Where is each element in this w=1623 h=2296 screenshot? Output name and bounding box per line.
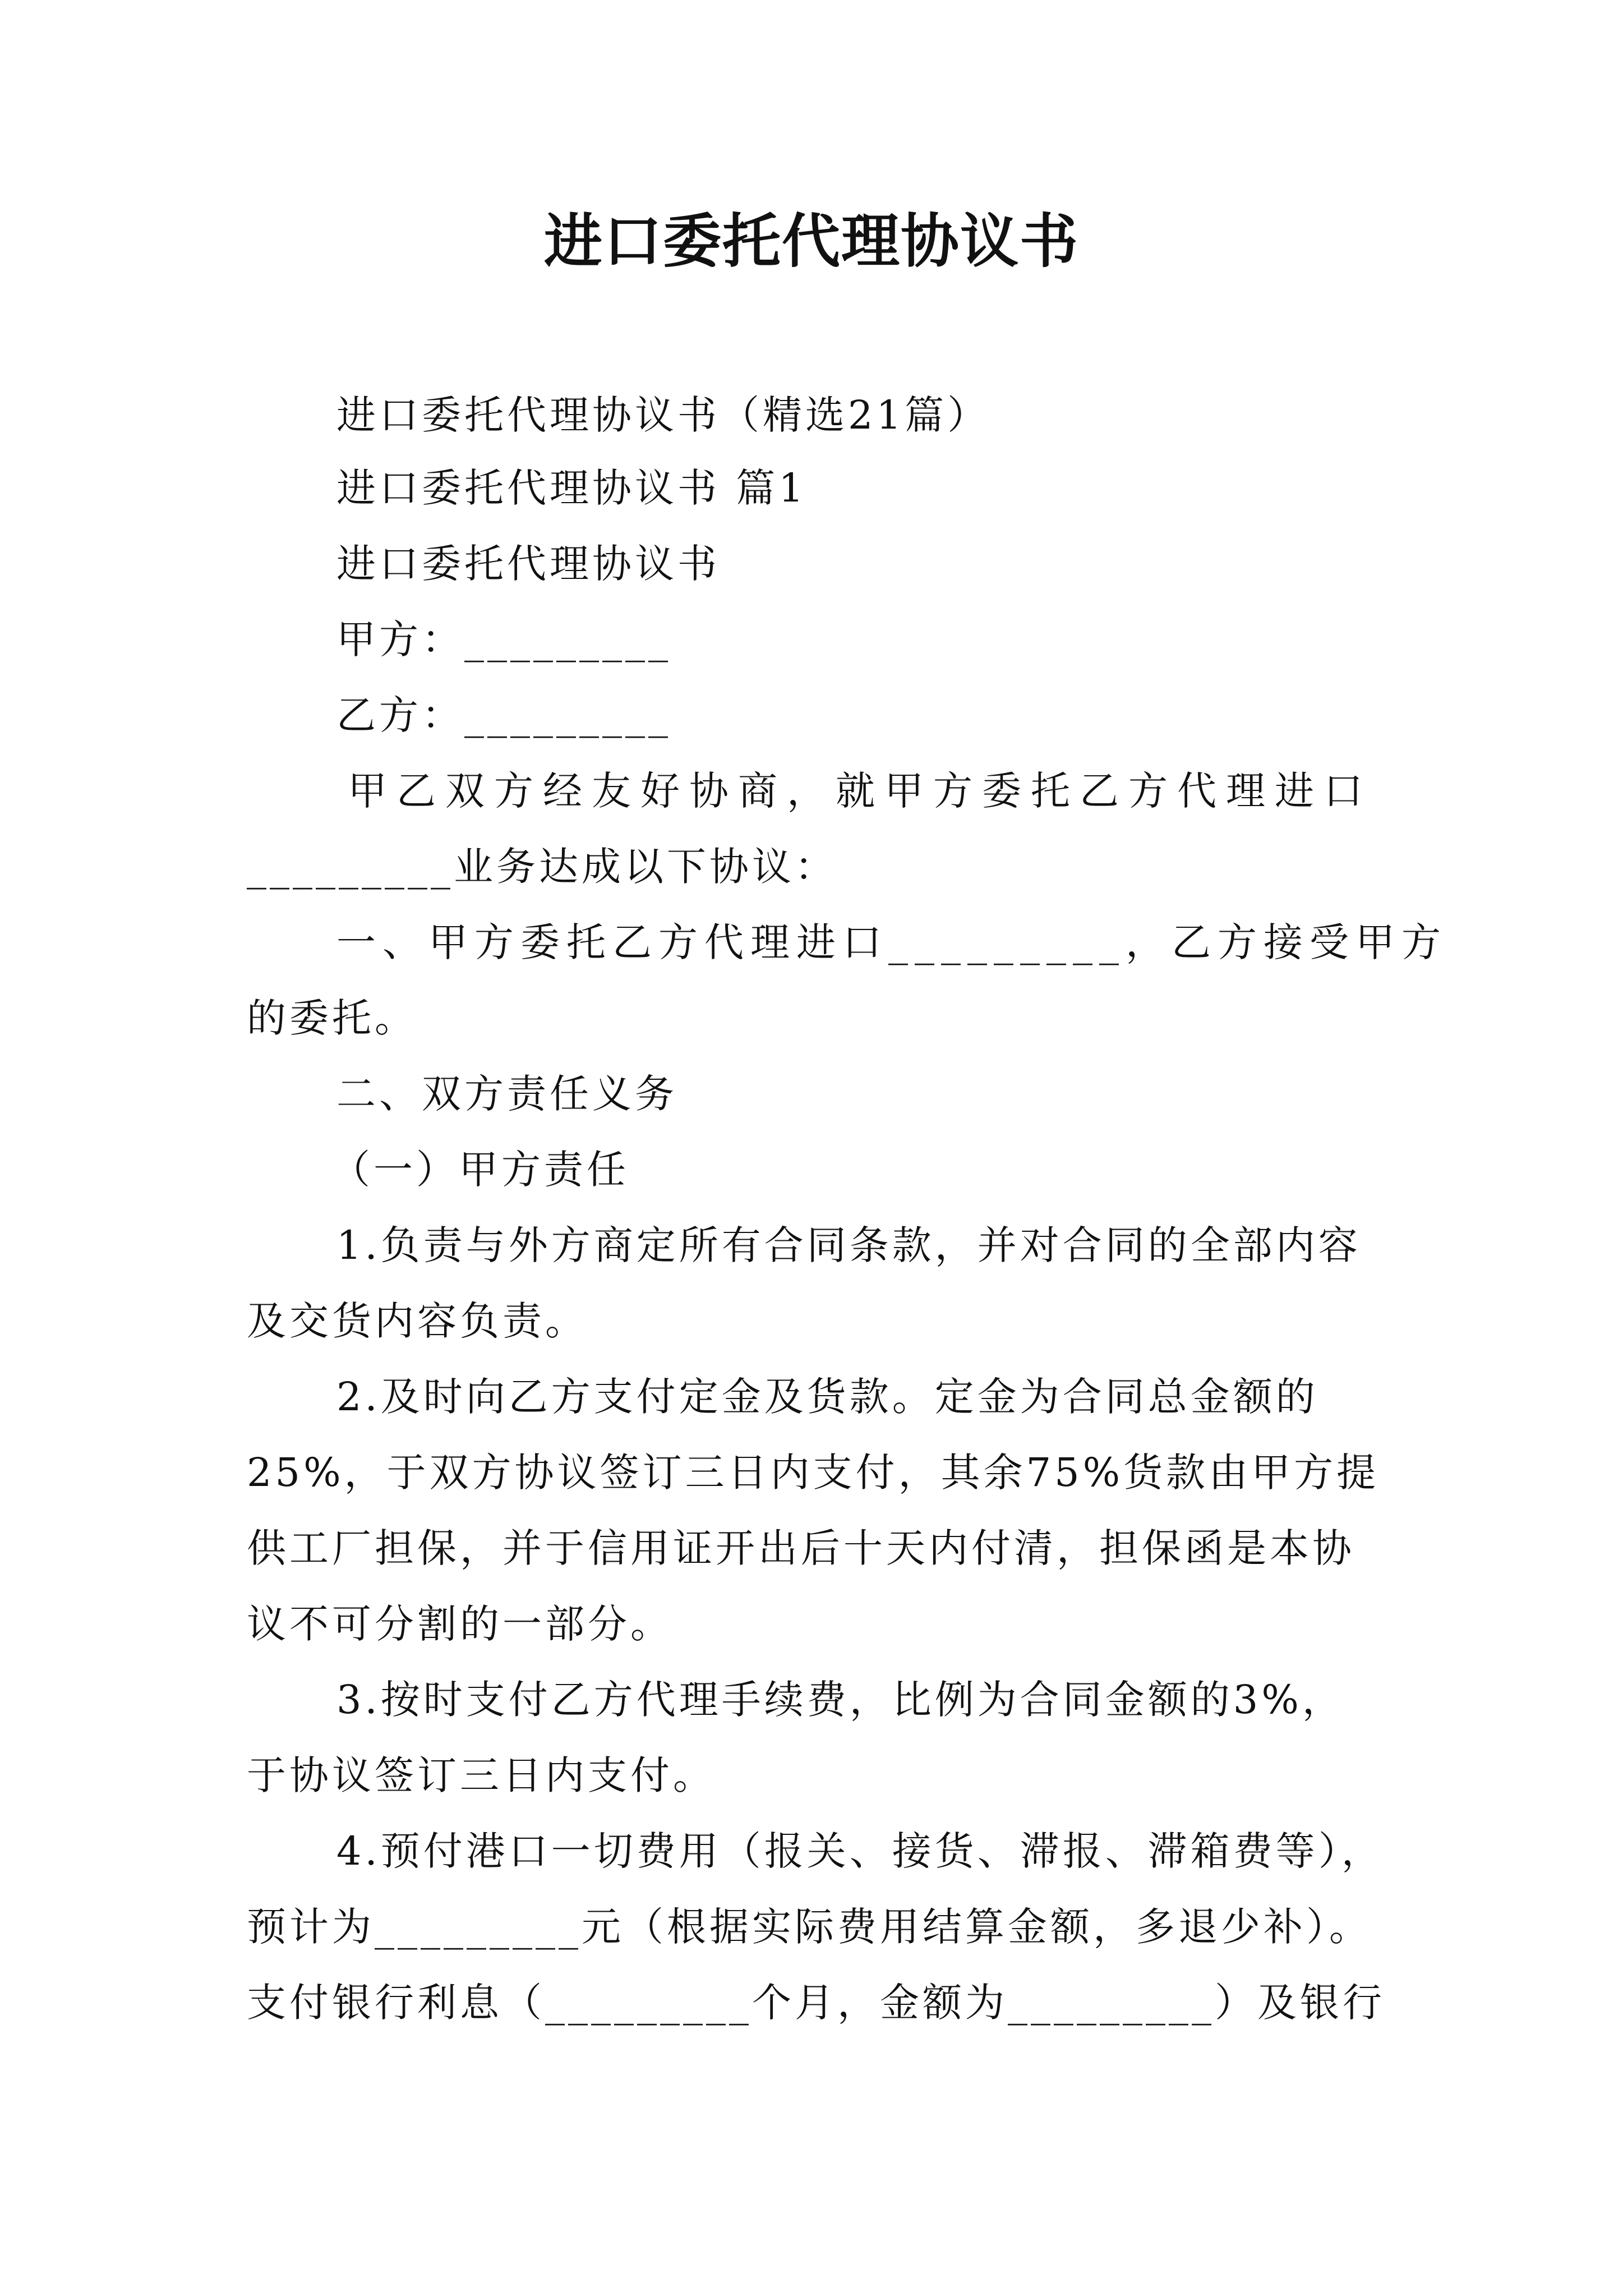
clause-line: 供工厂担保，并于信用证开出后十天内付清，担保函是本协 (247, 1525, 1355, 1571)
agreement-heading: 进口委托代理协议书 (336, 541, 720, 587)
clause-line: 的委托。 (247, 995, 417, 1041)
clause-line: 及交货内容负责。 (247, 1298, 588, 1344)
clause-line: 2.及时向乙方支付定金及货款。定金为合同总金额的 (336, 1374, 1318, 1420)
clause-line: 支付银行利息（_________个月，金额为_________）及银行 (247, 1980, 1385, 2026)
clause-line: 一、甲方委托乙方代理进口_________，乙方接受甲方 (336, 919, 1447, 965)
clause-line: 25%，于双方协议签订三日内支付，其余75%货款由甲方提 (247, 1450, 1380, 1496)
party-a-line: 甲方：_________ (336, 616, 671, 662)
clause-line: 预计为_________元（根据实际费用结算金额，多退少补）。 (247, 1904, 1372, 1950)
party-b-line: 乙方：_________ (336, 692, 671, 738)
subtitle-line: 进口委托代理协议书（精选21篇） (336, 392, 990, 438)
paragraph-line: _________业务达成以下协议： (247, 844, 837, 890)
clause-line: 议不可分割的一部分。 (247, 1601, 673, 1647)
clause-subheading: （一）甲方责任 (331, 1147, 629, 1193)
clause-heading: 二、双方责任义务 (336, 1071, 677, 1117)
clause-line: 3.按时支付乙方代理手续费，比例为合同金额的3%， (336, 1677, 1345, 1723)
clause-line: 4.预付港口一切费用（报关、接货、滞报、滞箱费等）， (336, 1828, 1384, 1874)
clause-line: 于协议签订三日内支付。 (247, 1752, 716, 1798)
clause-line: 1.负责与外方商定所有合同条款，并对合同的全部内容 (336, 1222, 1361, 1268)
section-heading: 进口委托代理协议书 篇1 (336, 465, 807, 511)
paragraph-line: 甲乙双方经友好协商，就甲方委托乙方代理进口 (348, 768, 1372, 814)
document-title: 进口委托代理协议书 (543, 206, 1079, 275)
